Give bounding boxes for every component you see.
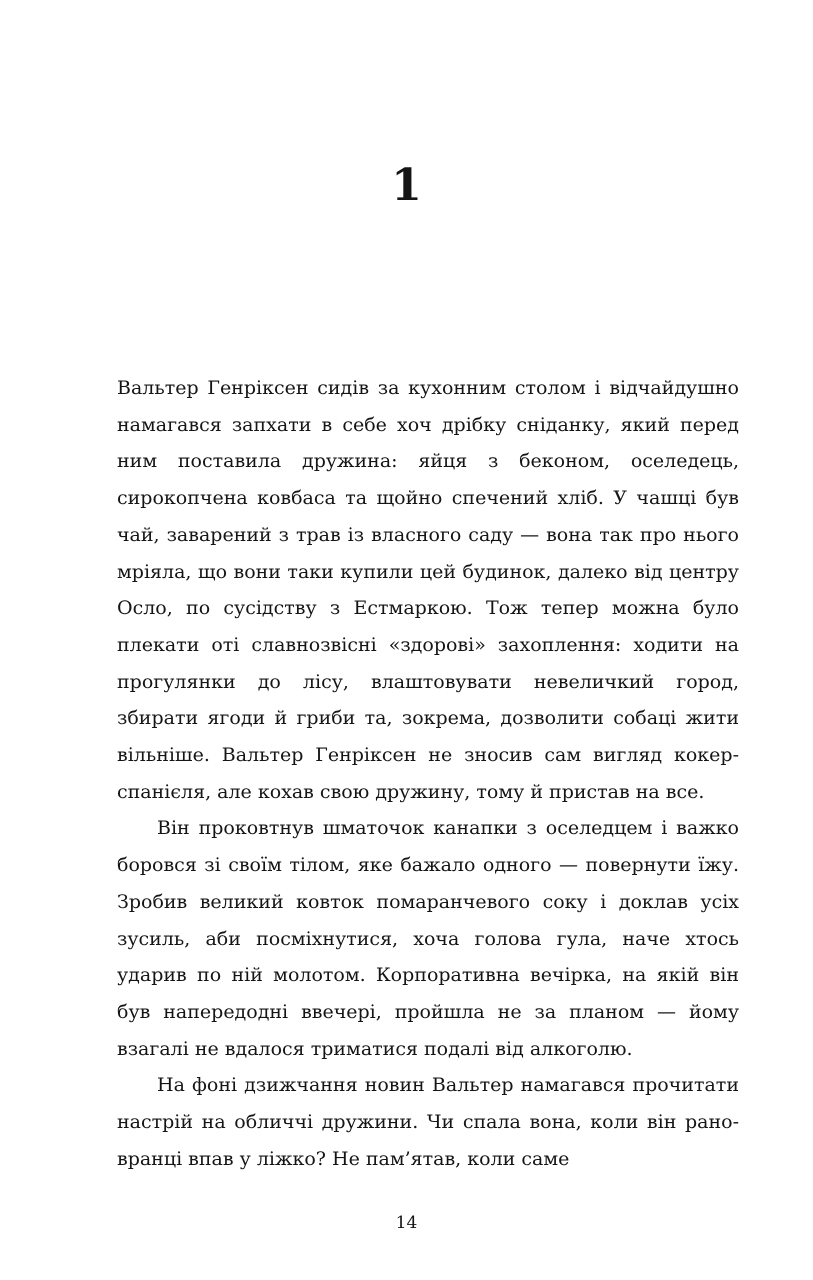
paragraph: На фоні дзижчання новин Вальтер намагався прочитати настрій на обличчі дружини. Чи спала вона, коли він рано-вранці впав у ліжко? Не пам’ятав, коли саме <box>117 1074 739 1170</box>
body-text <box>117 370 739 1177</box>
page-number: 14 <box>395 1213 418 1233</box>
paragraph: Він проковтнув шматочок канапки з оселедцем і важко боровся зі своїм тілом, яке бажало одного — повернути їжу. Зробив великий ковток помаранчевого соку і доклав усіх зусиль, аби посміхнутися, хоча голова гула, наче хтось ударив по ній молотом. Корпоративна вечірка, на якій він був напередодні ввечері, пройшла не за планом — йому взагалі не вдалося триматися подалі від алкоголю. <box>117 817 739 1060</box>
paragraph: Вальтер Генріксен сидів за кухонним столом і відчайдушно намагався запхати в себе хоч дрібку сніданку, який перед ним поставила дружина: яйця з беконом, оселедець, сирокопчена ковбаса та щойно спечений хліб. У чашці був чай, заварений з трав із власного саду — вона так про нього мріяла, що вони таки купили цей будинок, далеко від центру Осло, по сусідству з Естмаркою. Тож тепер можна було плекати оті славнозвісні «здорові» захоплення: ходити на прогулянки до лісу, влаштовувати невеличкий город, збирати ягоди й гриби та, зокрема, дозволити собаці жити вільніше. Вальтер Генріксен не зносив сам вигляд кокер-спанієля, але кохав свою дружину, тому й пристав на все. <box>117 377 739 803</box>
chapter-number: 1 <box>391 160 422 211</box>
